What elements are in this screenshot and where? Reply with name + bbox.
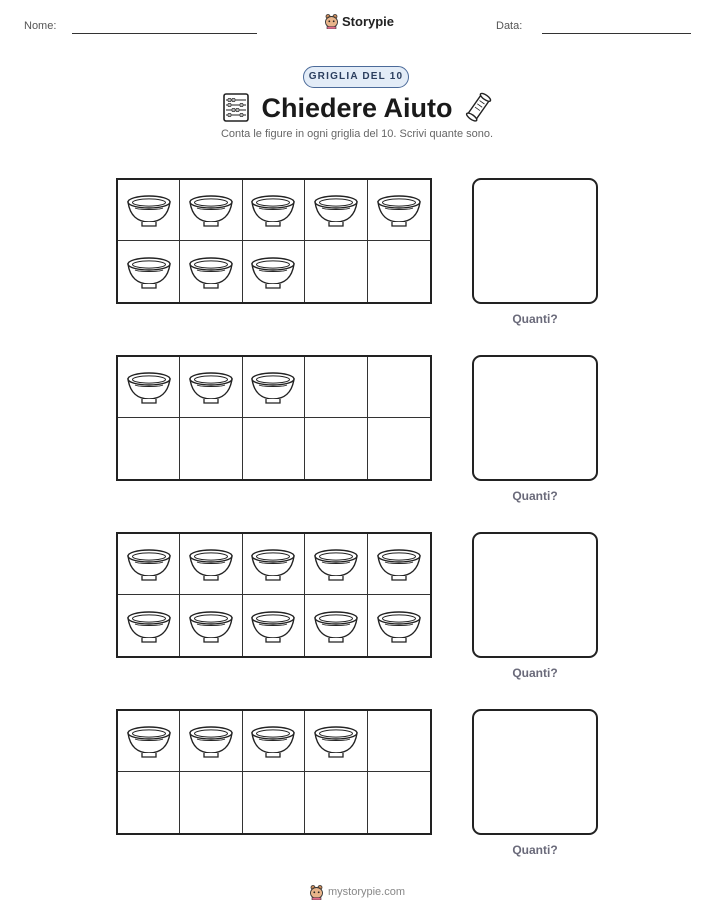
bowl-icon [313, 191, 359, 229]
name-label: Nome: [24, 20, 57, 32]
bowl-icon [188, 368, 234, 406]
ten-frame-cell [243, 241, 305, 302]
ten-frame-cell [368, 180, 430, 241]
page-title: Chiedere Aiuto [261, 93, 453, 123]
ten-frame-2 [116, 355, 432, 481]
bowl-icon [126, 607, 172, 645]
ten-frame-cell [305, 595, 367, 656]
date-field-line[interactable] [542, 33, 691, 34]
ten-frame-3 [116, 532, 432, 658]
ten-frame-cell [243, 772, 305, 833]
ten-frame-cell [118, 241, 180, 302]
instructions: Conta le figure in ogni griglia del 10. Scrivi quante sono. [220, 128, 494, 140]
ten-frame-cell [180, 418, 242, 479]
bowl-icon [126, 191, 172, 229]
ten-frame-cell [243, 180, 305, 241]
brand-name: Storypie [342, 13, 395, 29]
bowl-icon [250, 607, 296, 645]
bowl-icon [250, 545, 296, 583]
ten-frame-4 [116, 709, 432, 835]
ten-frame-cell [118, 534, 180, 595]
ten-frame-cell [305, 180, 367, 241]
name-field-line[interactable] [72, 33, 257, 34]
answer-box-1[interactable] [472, 178, 598, 304]
ten-frame-cell [243, 711, 305, 772]
bowl-icon [250, 722, 296, 760]
ten-frame-cell [180, 534, 242, 595]
ten-frame-cell [118, 595, 180, 656]
ten-frame-cell [118, 180, 180, 241]
ten-frame-cell [305, 241, 367, 302]
ten-frame-cell [243, 357, 305, 418]
bowl-icon [313, 545, 359, 583]
footer-url: mystorypie.com [327, 886, 406, 898]
ten-frame-cell [243, 534, 305, 595]
bowl-icon [126, 722, 172, 760]
ten-frame-cell [305, 534, 367, 595]
brand-logo [324, 13, 394, 29]
ten-frame-cell [118, 711, 180, 772]
answer-label-2: Quanti? [512, 489, 558, 503]
ten-frame-cell [180, 711, 242, 772]
ten-frame-cell [118, 357, 180, 418]
answer-label-3: Quanti? [512, 666, 558, 680]
storypie-mascot-icon [324, 13, 339, 29]
bowl-icon [188, 545, 234, 583]
ten-frame-cell [305, 418, 367, 479]
bowl-icon [188, 722, 234, 760]
ten-frame-1 [116, 178, 432, 304]
bowl-icon [250, 253, 296, 291]
ten-frame-cell [180, 595, 242, 656]
bowl-icon [188, 191, 234, 229]
date-label: Data: [496, 20, 523, 32]
ten-frame-cell [305, 772, 367, 833]
storypie-mascot-icon [309, 884, 324, 900]
ten-frame-cell [118, 772, 180, 833]
answer-box-4[interactable] [472, 709, 598, 835]
ten-frame-cell [180, 357, 242, 418]
ten-frame-cell [305, 711, 367, 772]
ten-frame-cell [180, 772, 242, 833]
bowl-icon [376, 191, 422, 229]
ten-frame-cell [368, 711, 430, 772]
answer-box-3[interactable] [472, 532, 598, 658]
scroll-icon [464, 92, 492, 124]
bowl-icon [376, 607, 422, 645]
ten-frame-cell [305, 357, 367, 418]
ten-frame-cell [368, 772, 430, 833]
footer [0, 884, 714, 900]
ten-frame-cell [368, 241, 430, 302]
category-badge: GRIGLIA DEL 10 [303, 66, 409, 88]
ten-frame-cell [180, 241, 242, 302]
bowl-icon [126, 545, 172, 583]
ten-frame-cell [180, 180, 242, 241]
ten-frame-cell [368, 418, 430, 479]
bowl-icon [313, 722, 359, 760]
ten-frame-cell [243, 418, 305, 479]
ten-frame-cell [368, 357, 430, 418]
bowl-icon [250, 368, 296, 406]
bowl-icon [126, 368, 172, 406]
bowl-icon [188, 253, 234, 291]
answer-label-4: Quanti? [512, 843, 558, 857]
ten-frame-cell [368, 534, 430, 595]
bowl-icon [126, 253, 172, 291]
ten-frame-cell [118, 418, 180, 479]
ten-frame-cell [368, 595, 430, 656]
answer-box-2[interactable] [472, 355, 598, 481]
bowl-icon [250, 191, 296, 229]
ten-frame-cell [243, 595, 305, 656]
answer-label-1: Quanti? [512, 312, 558, 326]
bowl-icon [188, 607, 234, 645]
bowl-icon [376, 545, 422, 583]
bowl-icon [313, 607, 359, 645]
